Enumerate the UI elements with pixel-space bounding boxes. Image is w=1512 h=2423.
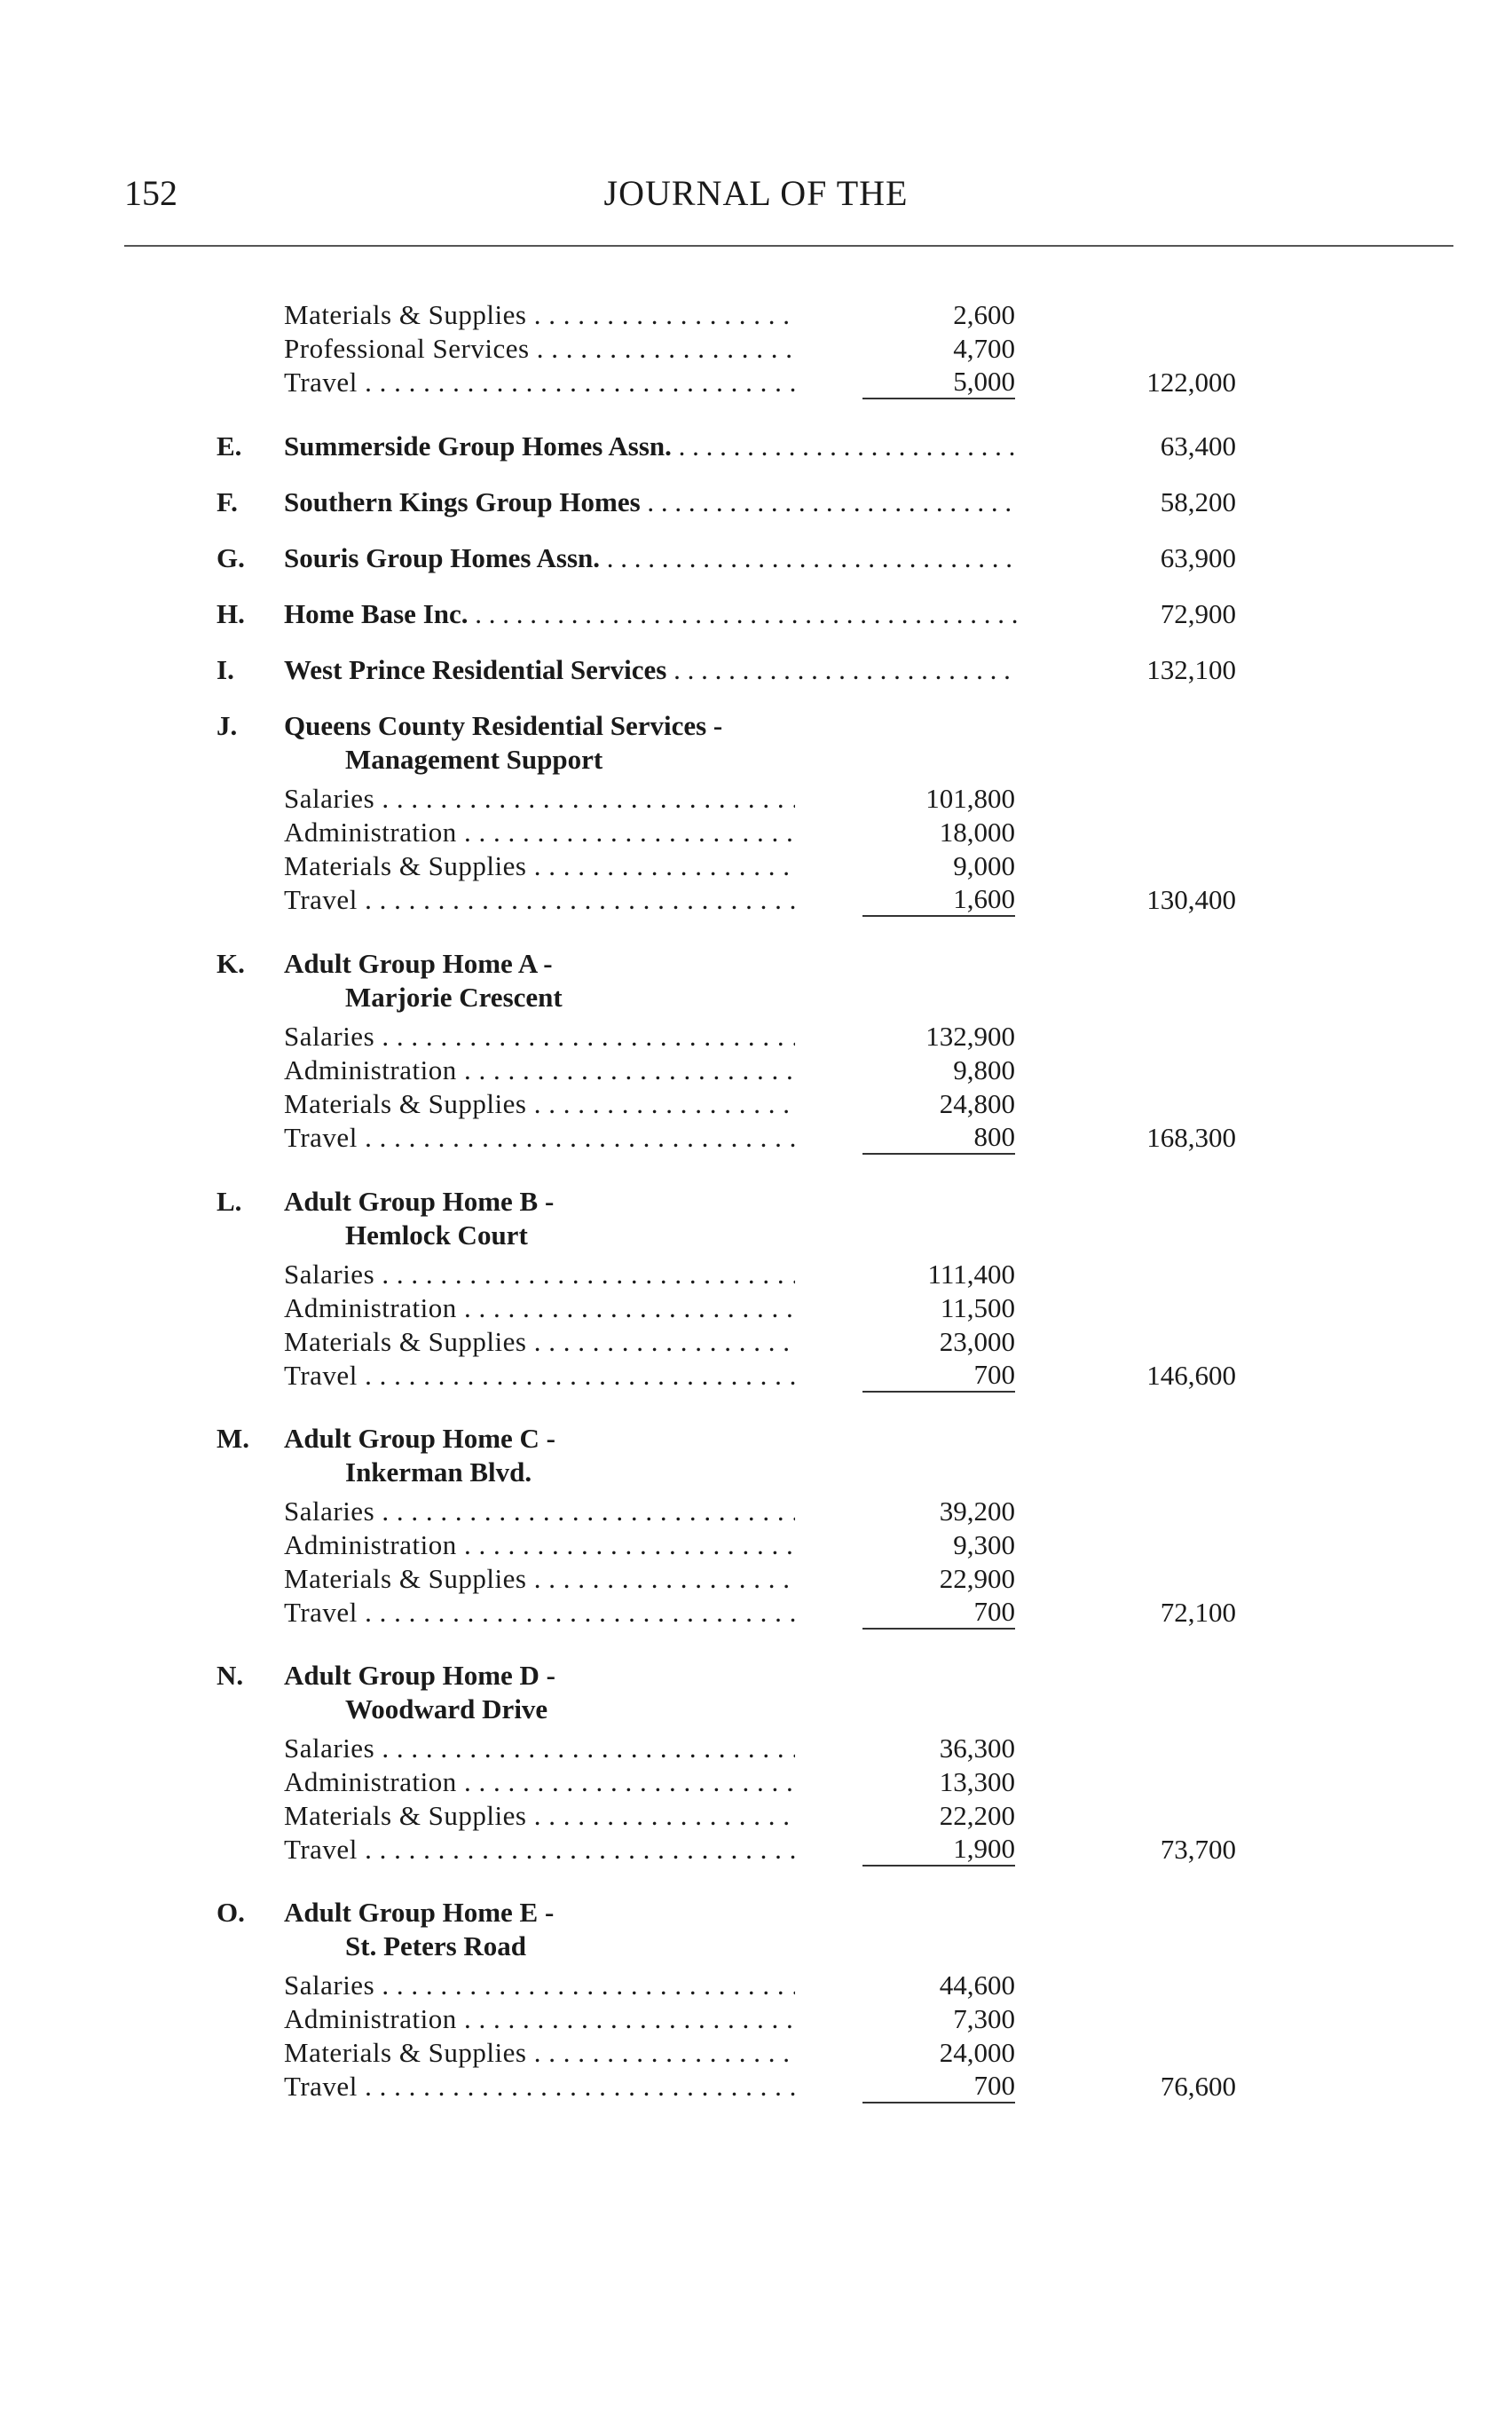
section-letter: L.	[217, 1186, 242, 1217]
section-heading	[0, 1658, 1512, 1693]
section-total: 132,100	[1146, 654, 1236, 685]
line-item	[0, 1019, 1512, 1054]
line-item-label: Travel . . .	[284, 365, 795, 400]
line-item	[0, 1798, 1512, 1834]
running-head: JOURNAL OF THE	[603, 173, 909, 213]
line-item-amount: 24,000	[939, 2037, 1015, 2068]
line-item-label: Administration . . .	[284, 1764, 795, 1800]
line-item	[0, 1324, 1512, 1360]
line-item	[0, 1053, 1512, 1088]
section-title: Souris Group Homes Assn. . . .	[284, 541, 1018, 576]
section-heading	[0, 1184, 1512, 1219]
section-title: Adult Group Home C -	[284, 1423, 556, 1454]
line-item-label: Administration . . .	[284, 1053, 795, 1088]
line-item	[0, 1595, 1512, 1630]
line-item	[0, 1731, 1512, 1766]
line-item	[0, 1494, 1512, 1529]
section-total: 58,200	[1160, 486, 1236, 517]
line-item-label: Materials & Supplies . . .	[284, 1324, 795, 1360]
line-item	[0, 365, 1512, 400]
line-item	[0, 1358, 1512, 1393]
line-item-amount: 22,200	[939, 1800, 1015, 1831]
line-item-amount: 18,000	[939, 817, 1015, 848]
section-total: 76,600	[1160, 2071, 1236, 2102]
section-heading	[0, 485, 1512, 520]
line-item	[0, 848, 1512, 884]
section-total: 63,400	[1160, 430, 1236, 462]
line-item-label: Administration . . .	[284, 2001, 795, 2037]
line-item-label: Travel . . .	[284, 1358, 795, 1393]
section-subtitle: St. Peters Road	[345, 1930, 527, 1961]
section-letter: O.	[217, 1897, 245, 1928]
line-item-amount: 5,000	[862, 365, 1015, 399]
line-item	[0, 882, 1512, 918]
line-item-label: Materials & Supplies . . .	[284, 1086, 795, 1122]
line-item-amount: 1,900	[862, 1832, 1015, 1867]
section-total: 146,600	[1146, 1360, 1236, 1391]
section-total: 72,900	[1160, 598, 1236, 629]
section-subtitle: Marjorie Crescent	[345, 982, 563, 1013]
section-title: Queens County Residential Services -	[284, 710, 723, 741]
line-item-amount: 9,300	[953, 1529, 1015, 1560]
section-heading	[0, 1421, 1512, 1456]
line-item-amount: 101,800	[925, 783, 1015, 814]
line-item	[0, 1832, 1512, 1867]
line-item-amount: 9,000	[953, 850, 1015, 881]
section-heading	[0, 708, 1512, 744]
line-item-label: Materials & Supplies . . .	[284, 297, 795, 333]
section-letter: K.	[217, 948, 245, 979]
section-total: 73,700	[1160, 1834, 1236, 1865]
line-item	[0, 297, 1512, 333]
section-subtitle: Hemlock Court	[345, 1219, 528, 1251]
section-total: 122,000	[1146, 367, 1236, 398]
line-item	[0, 1764, 1512, 1800]
line-item	[0, 781, 1512, 817]
section-heading	[0, 742, 1512, 777]
section-title: Southern Kings Group Homes . . .	[284, 485, 1018, 520]
section-title: Summerside Group Homes Assn. . . .	[284, 429, 1018, 464]
section-letter: N.	[217, 1660, 244, 1691]
line-item-amount: 111,400	[927, 1259, 1015, 1290]
section-total: 63,900	[1160, 542, 1236, 573]
line-item-label: Materials & Supplies . . .	[284, 848, 795, 884]
section-heading	[0, 1218, 1512, 1253]
section-letter: G.	[217, 542, 245, 573]
line-item	[0, 2001, 1512, 2037]
section-total: 72,100	[1160, 1597, 1236, 1628]
section-title: Home Base Inc. . . .	[284, 596, 1018, 632]
line-item-label: Administration . . .	[284, 815, 795, 850]
section-letter: E.	[217, 430, 242, 462]
line-item	[0, 1527, 1512, 1563]
section-heading	[0, 429, 1512, 464]
line-item-amount: 700	[862, 1358, 1015, 1393]
line-item-amount: 1,600	[862, 882, 1015, 917]
line-item-amount: 36,300	[939, 1732, 1015, 1764]
line-item-amount: 11,500	[940, 1292, 1015, 1323]
section-title: West Prince Residential Services . . .	[284, 652, 1018, 688]
line-item-amount: 24,800	[939, 1088, 1015, 1119]
line-item	[0, 815, 1512, 850]
section-heading	[0, 1929, 1512, 1964]
section-heading	[0, 1895, 1512, 1930]
line-item-label: Salaries . . .	[284, 1257, 795, 1292]
section-heading	[0, 1692, 1512, 1727]
section-subtitle: Woodward Drive	[345, 1693, 548, 1725]
section-heading	[0, 596, 1512, 632]
line-item	[0, 1968, 1512, 2003]
section-heading	[0, 980, 1512, 1015]
section-subtitle: Inkerman Blvd.	[345, 1456, 532, 1488]
section-letter: I.	[217, 654, 234, 685]
line-item-label: Travel . . .	[284, 1120, 795, 1156]
line-item-amount: 700	[862, 1595, 1015, 1630]
line-item-amount: 9,800	[953, 1054, 1015, 1085]
line-item-label: Travel . . .	[284, 1832, 795, 1867]
line-item-label: Salaries . . .	[284, 1968, 795, 2003]
line-item-amount: 23,000	[939, 1326, 1015, 1357]
section-title: Adult Group Home A -	[284, 948, 553, 979]
line-item-amount: 2,600	[953, 299, 1015, 330]
line-item	[0, 1086, 1512, 1122]
line-item-amount: 13,300	[939, 1766, 1015, 1797]
section-letter: H.	[217, 598, 245, 629]
section-total: 130,400	[1146, 884, 1236, 915]
line-item-label: Salaries . . .	[284, 1494, 795, 1529]
line-item-label: Administration . . .	[284, 1527, 795, 1563]
section-letter: F.	[217, 486, 238, 517]
line-item-label: Administration . . .	[284, 1290, 795, 1326]
section-title: Adult Group Home E -	[284, 1897, 555, 1928]
page-number: 152	[124, 173, 177, 213]
line-item-label: Materials & Supplies . . .	[284, 1561, 795, 1597]
section-title: Adult Group Home B -	[284, 1186, 555, 1217]
line-item-amount: 22,900	[939, 1563, 1015, 1594]
line-item	[0, 2035, 1512, 2071]
section-subtitle: Management Support	[345, 744, 603, 775]
line-item-label: Salaries . . .	[284, 1019, 795, 1054]
line-item-label: Salaries . . .	[284, 781, 795, 817]
line-item-label: Materials & Supplies . . .	[284, 2035, 795, 2071]
line-item-label: Travel . . .	[284, 882, 795, 918]
section-letter: M.	[217, 1423, 250, 1454]
section-letter: J.	[217, 710, 238, 741]
line-item-amount: 700	[862, 2069, 1015, 2103]
line-item-amount: 44,600	[939, 1969, 1015, 2001]
line-item	[0, 1257, 1512, 1292]
line-item	[0, 1290, 1512, 1326]
line-item	[0, 1561, 1512, 1597]
section-heading	[0, 652, 1512, 688]
section-heading	[0, 1455, 1512, 1490]
section-total: 168,300	[1146, 1122, 1236, 1153]
line-item-amount: 4,700	[953, 333, 1015, 364]
line-item-label: Professional Services . . .	[284, 331, 795, 367]
line-item-label: Travel . . .	[284, 1595, 795, 1630]
line-item-label: Materials & Supplies . . .	[284, 1798, 795, 1834]
section-heading	[0, 946, 1512, 982]
line-item	[0, 1120, 1512, 1156]
line-item-label: Travel . . .	[284, 2069, 795, 2104]
line-item-amount: 132,900	[925, 1021, 1015, 1052]
line-item	[0, 2069, 1512, 2104]
line-item-amount: 39,200	[939, 1496, 1015, 1527]
line-item	[0, 331, 1512, 367]
line-item-label: Salaries . . .	[284, 1731, 795, 1766]
section-title: Adult Group Home D -	[284, 1660, 556, 1691]
line-item-amount: 800	[862, 1120, 1015, 1155]
section-heading	[0, 541, 1512, 576]
line-item-amount: 7,300	[953, 2003, 1015, 2034]
